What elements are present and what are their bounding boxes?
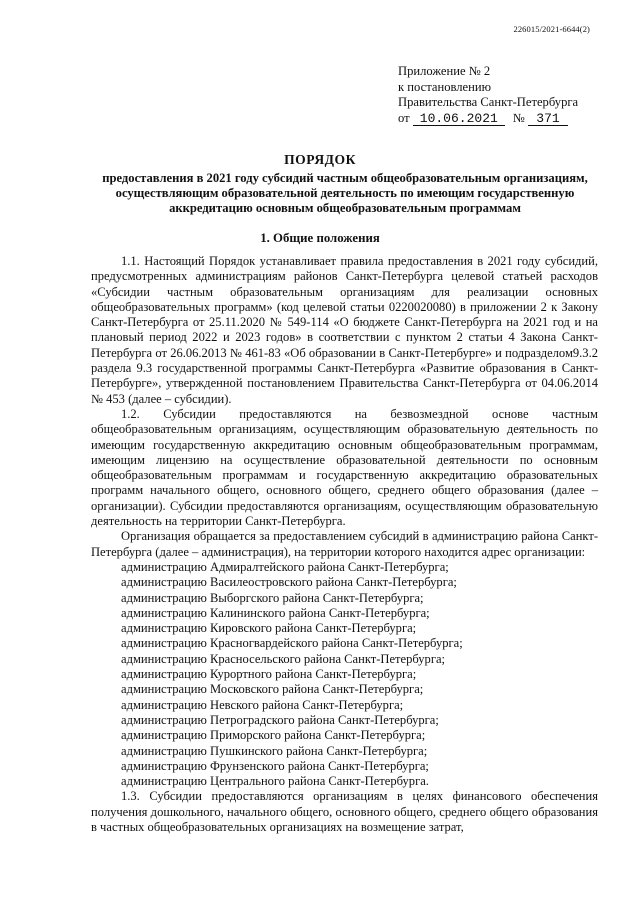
document-body <box>91 254 598 835</box>
appendix-date-line <box>398 111 578 127</box>
list-item: администрацию Приморского района Санкт-Петербурга; <box>121 728 426 743</box>
date-prefix: от <box>398 110 410 125</box>
resolution-number: 371 <box>528 112 568 126</box>
list-item: администрацию Петроградского района Санкт-Петербурга; <box>121 712 439 727</box>
appendix-number: Приложение № 2 <box>398 64 491 78</box>
list-item: администрацию Невского района Санкт-Петербурга; <box>121 697 404 712</box>
list-item: администрацию Красносельского района Санкт-Петербурга; <box>121 651 446 666</box>
list-item: администрацию Центрального района Санкт-Петербурга. <box>121 774 429 789</box>
list-item: администрацию Курортного района Санкт-Петербурга; <box>121 667 417 682</box>
paragraph-organization: Организация обращается за предоставлением субсидий в администрацию района Санкт-Петербурга (далее – администрация), на территории которого находится адрес организации: <box>91 529 598 559</box>
resolution-date: 10.06.2021 <box>413 112 505 126</box>
appendix-block <box>398 64 578 126</box>
document-title: ПОРЯДОК <box>284 152 356 167</box>
list-item: администрацию Калининского района Санкт-Петербурга; <box>121 605 430 620</box>
paragraph-1-2: 1.2. Субсидии предоставляются на безвозмездной основе частным общеобразовательным организациям, осуществляющим образовательную деятельность по имеющим государственную аккредитацию основным общеобразовательным программам, имеющим лицензию на осуществление образовательной деятельности по основным общеобразовательным программам и государственную аккредитацию образовательных программ начального общего, основного общего, среднего общего образования (далее – организации). Субсидии предоставляются организациям, осуществляющим образовательную деятельность на территории Санкт-Петербурга. <box>91 406 598 529</box>
list-item: администрацию Адмиралтейского района Санкт-Петербурга; <box>121 559 449 574</box>
number-prefix: № <box>512 110 525 125</box>
section-heading: 1. Общие положения <box>260 231 380 245</box>
paragraph-1-3: 1.3. Субсидии предоставляются организациям в целях финансового обеспечения получения дошкольного, начального общего, основного общего, среднего общего образования в частных общеобразовательных организациях на возмещение затрат, <box>91 789 598 834</box>
list-item: администрацию Красногвардейского района Санкт-Петербурга; <box>121 636 463 651</box>
paragraph-1-1: 1.1. Настоящий Порядок устанавливает правила предоставления в 2021 году субсидий, предусмотренных администрациям районов Санкт-Петербурга целевой статьей расходов «Субсидии частным образовательным организациям для реализации основных общеобразовательных программ» (код целевой статьи 0220020080) в приложении 2 к Закону Санкт-Петербурга от 25.11.2020 № 549-114 «О бюджете Санкт-Петербурга на 2021 год и на плановый период 2022 и 2023 годов» в соответствии с пунктом 2 статьи 4 Закона Санкт-Петербурга от 26.06.2013 № 461-83 «Об образовании в Санкт-Петербурге» и подразделом9.3.2 раздела 9.3 государственной программы Санкт-Петербурга «Развитие образования в Санкт-Петербурге», утвержденной постановлением Правительства Санкт-Петербурга от 04.06.2014 № 453 (далее – субсидии). <box>91 254 598 406</box>
appendix-government: Правительства Санкт-Петербурга <box>398 95 579 110</box>
administration-list <box>91 560 598 789</box>
list-item: администрацию Пушкинского района Санкт-Петербурга; <box>121 743 428 758</box>
list-item: администрацию Московского района Санкт-Петербурга; <box>121 682 424 697</box>
list-item: администрацию Выборгского района Санкт-Петербурга; <box>121 590 424 605</box>
appendix-resolution: к постановлению <box>398 79 492 94</box>
list-item: администрацию Фрунзенского района Санкт-Петербурга; <box>121 758 429 773</box>
document-subtitle: предоставления в 2021 году субсидий частным общеобразовательным организациям, осуществляющим образовательной деятельность по имеющим государственную аккредитацию основным общеобразовательным программам <box>102 171 588 216</box>
list-item: администрацию Василеостровского района Санкт-Петербурга; <box>121 575 457 590</box>
document-id: 226015/2021-6644(2) <box>513 24 590 34</box>
list-item: администрацию Кировского района Санкт-Петербурга; <box>121 621 417 636</box>
